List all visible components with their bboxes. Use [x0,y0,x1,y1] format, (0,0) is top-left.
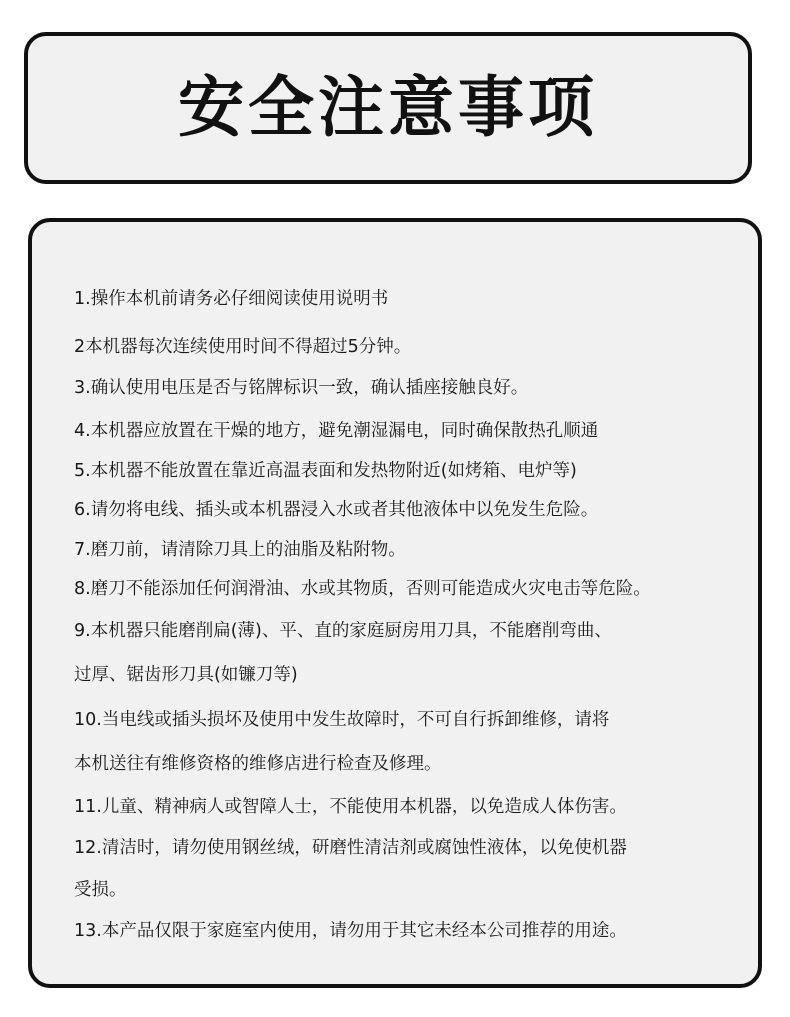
notice-line: 8.磨刀不能添加任何润滑油、水或其物质，否则可能造成火灾电击等危险。 [74,579,651,599]
title-panel [24,32,752,184]
notice-line: 4.本机器应放置在干燥的地方，避免潮湿漏电，同时确保散热孔顺通 [74,421,599,441]
notice-line: 3.确认使用电压是否与铭牌标识一致，确认插座接触良好。 [74,378,529,398]
notice-line: 过厚、锯齿形刀具(如镰刀等) [74,665,298,685]
notice-line: 11.儿童、精神病人或智障人士，不能使用本机器，以免造成人体伤害。 [74,797,627,817]
notice-line: 2本机器每次连续使用时间不得超过5分钟。 [74,337,412,357]
page-title: 安全注意事项 [178,69,598,146]
notice-line: 6.请勿将电线、插头或本机器浸入水或者其他液体中以免发生危险。 [74,500,599,520]
notice-line: 13.本产品仅限于家庭室内使用，请勿用于其它未经本公司推荐的用途。 [74,921,627,941]
notice-line: 受损。 [74,880,127,900]
notice-line: 本机送往有维修资格的维修店进行检查及修理。 [74,754,442,774]
notice-line: 10.当电线或插头损坏及使用中发生故障时，不可自行拆卸维修，请将 [74,710,610,730]
notice-line: 7.磨刀前，请清除刀具上的油脂及粘附物。 [74,540,406,560]
notices-panel [28,218,762,988]
notice-line: 12.清洁时，请勿使用钢丝绒，研磨性清洁剂或腐蚀性液体，以免使机器 [74,838,627,858]
notice-line: 9.本机器只能磨削扁(薄)、平、直的家庭厨房用刀具，不能磨削弯曲、 [74,621,612,641]
notice-line: 1.操作本机前请务必仔细阅读使用说明书 [74,289,389,309]
notice-line: 5.本机器不能放置在靠近高温表面和发热物附近(如烤箱、电炉等) [74,461,577,481]
